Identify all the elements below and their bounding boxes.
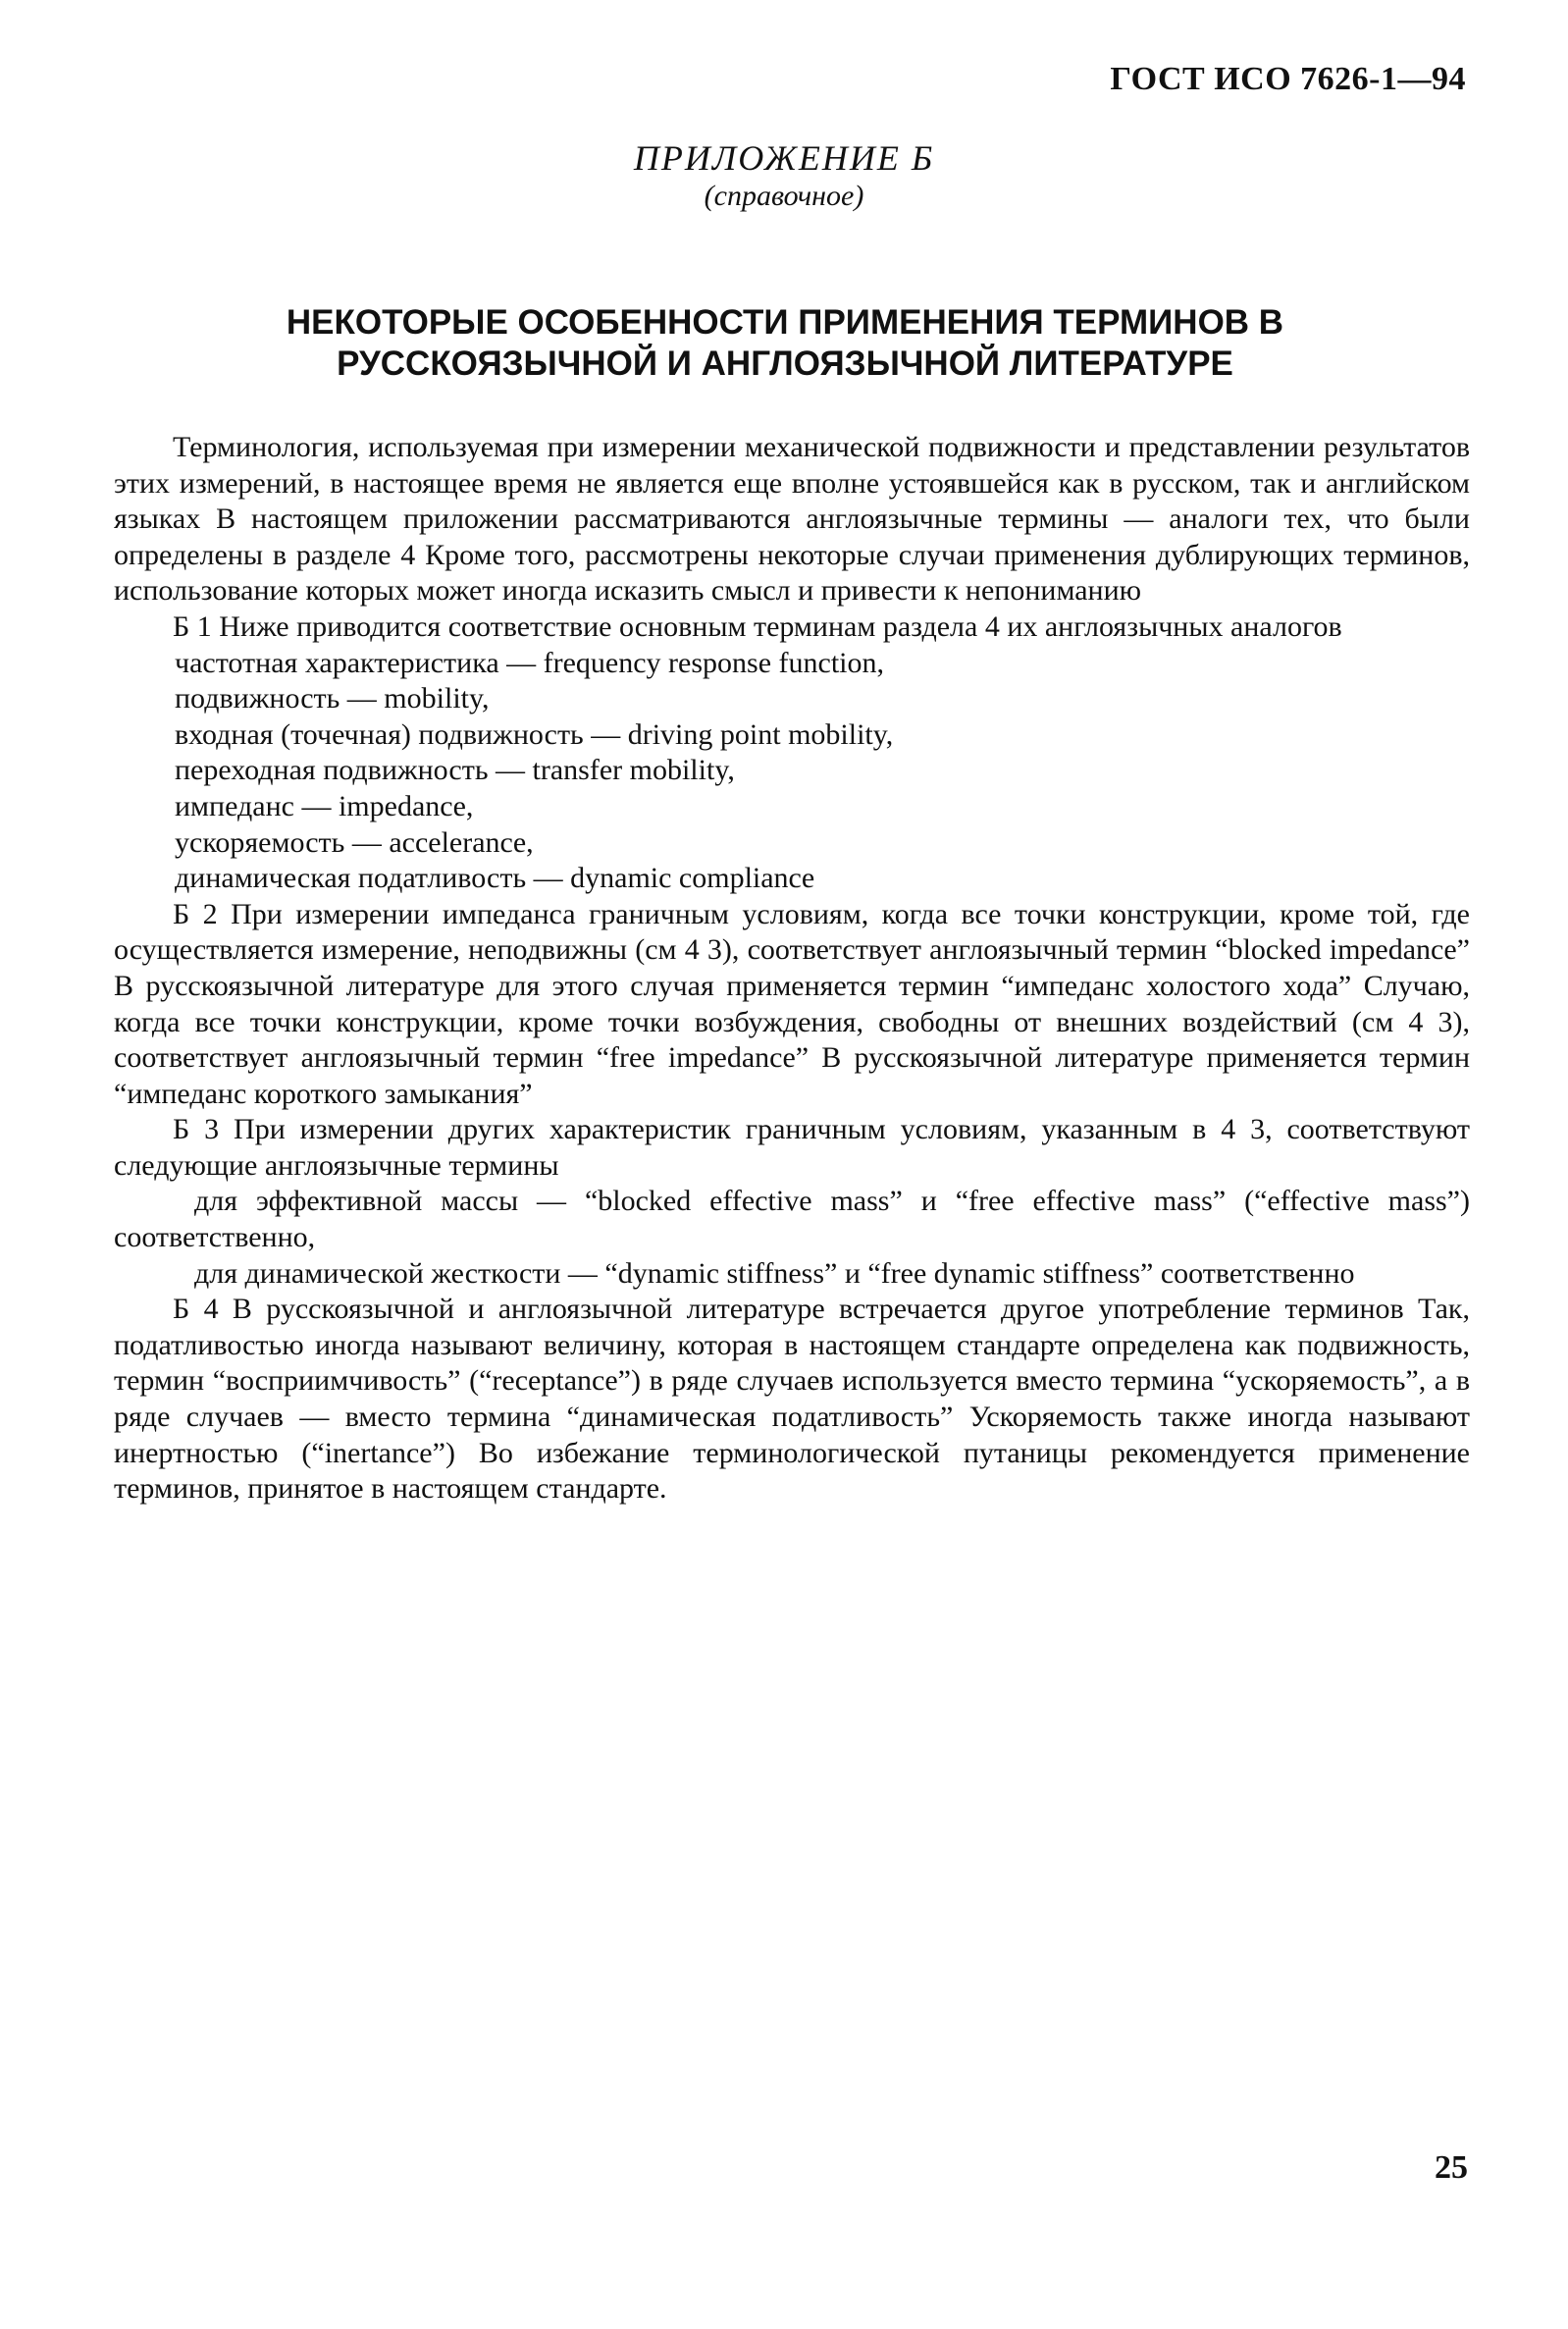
- b3-item-dynamic-stiffness: для динамической жесткости — “dynamic stiffness” и “free dynamic stiffness” соответственно: [194, 1256, 1355, 1290]
- term-item: динамическая податливость — dynamic compliance: [175, 862, 815, 895]
- term-item: импеданс — impedance,: [175, 789, 474, 822]
- term-item: переходная подвижность — transfer mobility,: [175, 754, 735, 787]
- paragraph-b3: Б 3 При измерении других характеристик граничным условиям, указанным в 4 3, соответствуют следующие англоязычные термины: [114, 1113, 1470, 1182]
- section-title-line-2: РУССКОЯЗЫЧНОЙ И АНГЛОЯЗЫЧНОЙ ЛИТЕРАТУРЕ: [337, 344, 1233, 383]
- intro-paragraph: Терминология, используемая при измерении механической подвижности и представлении результатов этих измерений, в настоящее время не является еще вполне устоявшейся как в русском, так и английском языках В настоящем приложении рассматриваются англоязычные термины — аналоги тех, что были определены в разделе 4 Кроме того, рассмотрены некоторые случаи применения дублирующих терминов, использование которых может иногда исказить смысл и привести к непониманию: [114, 431, 1470, 608]
- term-item: частотная характеристика — frequency response function,: [175, 646, 885, 679]
- appendix-subtitle: (справочное): [704, 180, 864, 212]
- term-item: ускоряемость — accelerance,: [175, 825, 534, 859]
- paragraph-b1: Б 1 Ниже приводится соответствие основным терминам раздела 4 их англоязычных аналогов: [173, 609, 1342, 643]
- b3-item-effective-mass: для эффективной массы — “blocked effective mass” и “free effective mass” (“effective mass”) соответственно,: [114, 1185, 1470, 1254]
- standard-code: ГОСТ ИСО 7626-1—94: [1110, 61, 1466, 97]
- page-number: 25: [1435, 2149, 1468, 2186]
- section-title-line-1: НЕКОТОРЫЕ ОСОБЕННОСТИ ПРИМЕНЕНИЯ ТЕРМИНОВ В: [286, 303, 1284, 342]
- appendix-title: ПРИЛОЖЕНИЕ Б: [633, 138, 935, 178]
- term-item: входная (точечная) подвижность — driving point mobility,: [175, 717, 894, 751]
- paragraph-b2: Б 2 При измерении импеданса граничным условиям, когда все точки конструкции, кроме той, где осуществляется измерение, неподвижны (см 4 3), соответствует англоязычный термин “blocked impedance” В русскоязычной литературе для этого случая применяется термин “импеданс холостого хода” Случаю, когда все точки конструкции, кроме точки возбуждения, свободны от внешних воздействий (см 4 3), соответствует англоязычный термин “free impedance” В русскоязычной литературе применяется термин “импеданс короткого замыкания”: [114, 897, 1470, 1110]
- term-item: подвижность — mobility,: [175, 682, 490, 715]
- document-body: [114, 430, 1470, 1508]
- section-title: [196, 302, 1374, 385]
- paragraph-b4: Б 4 В русскоязычной и англоязычной литературе встречается другое употребление терминов Так, податливостью иногда называют величину, которая в настоящем стандарте определена как подвижность, термин “восприимчивость” (“receptance”) в ряде случаев используется вместо термина “ускоряемость”, а в ряде случаев — вместо термина “динамическая податливость” Ускоряемость также иногда называют инертностью (“inertance”) Во избежание терминологической путаницы рекомендуется применение терминов, принятое в настоящем стандарте.: [114, 1293, 1470, 1506]
